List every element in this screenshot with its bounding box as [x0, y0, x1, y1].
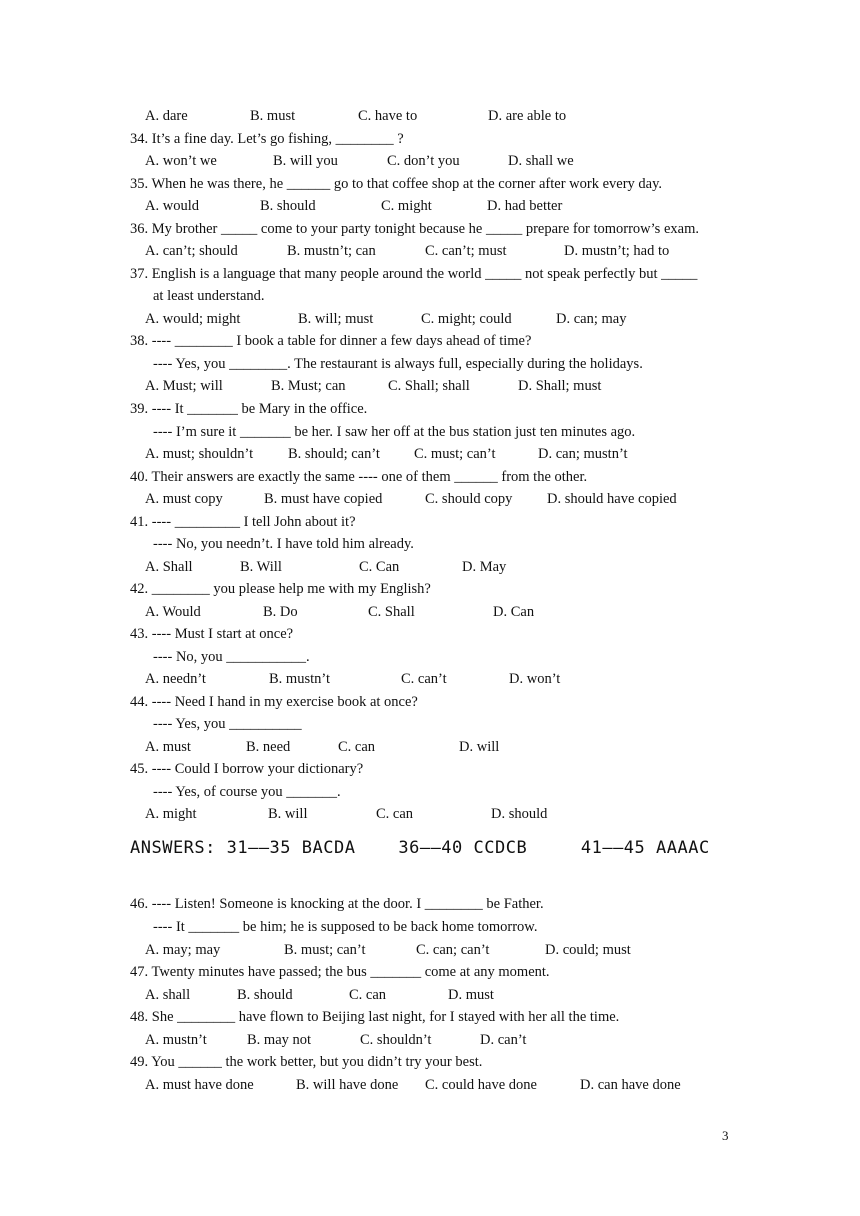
- options-line: [0, 308, 860, 330]
- option-text: A. must have done: [145, 1077, 254, 1093]
- option-text: D. should: [491, 806, 548, 822]
- line-text: at least understand.: [153, 288, 265, 304]
- option-text: D. can have done: [580, 1077, 681, 1093]
- option-text: D. should have copied: [547, 491, 677, 507]
- question-line: [0, 263, 860, 285]
- option-text: D. could; must: [545, 942, 631, 958]
- option-text: C. can: [349, 987, 387, 1003]
- question-line: [0, 466, 860, 488]
- option-text: C. can: [376, 806, 414, 822]
- line-text: 46. ---- Listen! Someone is knocking at the door. I ________ be Father.: [130, 896, 544, 912]
- option-text: A. shall: [145, 987, 191, 1003]
- option-text: D. mustn’t; had to: [564, 243, 670, 259]
- option-text: B. will you: [273, 153, 338, 169]
- question-line: [0, 691, 860, 713]
- options-line: [0, 375, 860, 397]
- option-text: D. shall we: [508, 153, 574, 169]
- option-text: A. may; may: [145, 942, 221, 958]
- options-line: [0, 1074, 860, 1096]
- option-text: B. Must; can: [271, 378, 346, 394]
- option-text: C. can; can’t: [416, 942, 490, 958]
- line-text: 35. When he was there, he ______ go to that coffee shop at the corner after work every day.: [130, 176, 663, 192]
- option-text: D. had better: [487, 198, 563, 214]
- option-text: C. could have done: [425, 1077, 537, 1093]
- options-line: [0, 601, 860, 623]
- option-text: C. must; can’t: [414, 446, 496, 462]
- option-text: D. can’t: [480, 1032, 527, 1048]
- options-line: [0, 984, 860, 1006]
- option-text: B. must have copied: [264, 491, 383, 507]
- option-text: A. must: [145, 739, 191, 755]
- line-text: 39. ---- It _______ be Mary in the office.: [130, 401, 368, 417]
- option-text: A. mustn’t: [145, 1032, 207, 1048]
- question-line: [0, 218, 860, 240]
- option-text: C. can: [338, 739, 376, 755]
- option-text: A. Would: [145, 604, 201, 620]
- line-text: ---- No, you needn’t. I have told him already.: [153, 536, 414, 552]
- option-text: C. can’t: [401, 671, 447, 687]
- question-line: [0, 781, 860, 803]
- options-line: [0, 939, 860, 961]
- option-text: A. would; might: [145, 311, 241, 327]
- option-text: C. shouldn’t: [360, 1032, 432, 1048]
- option-text: B. mustn’t: [269, 671, 330, 687]
- question-line: [0, 623, 860, 645]
- question-line: [0, 330, 860, 352]
- line-text: 37. English is a language that many people around the world _____ not speak perfectly but _____: [130, 266, 698, 282]
- option-text: D. Can: [493, 604, 535, 620]
- line-text: 34. It’s a fine day. Let’s go fishing, ________ ?: [130, 131, 404, 147]
- options-line: [0, 195, 860, 217]
- option-text: B. will; must: [298, 311, 374, 327]
- question-line: [0, 533, 860, 555]
- line-text: 44. ---- Need I hand in my exercise book at once?: [130, 694, 418, 710]
- question-line: [0, 511, 860, 533]
- question-line: [0, 421, 860, 443]
- option-text: C. Can: [359, 559, 400, 575]
- options-line: [0, 736, 860, 758]
- line-text: 42. ________ you please help me with my English?: [130, 581, 431, 597]
- option-text: A. must; shouldn’t: [145, 446, 254, 462]
- option-text: D. May: [462, 559, 507, 575]
- question-line: [0, 961, 860, 983]
- question-line: [0, 916, 860, 938]
- options-line: [0, 488, 860, 510]
- options-line: [0, 240, 860, 262]
- option-text: B. may not: [247, 1032, 312, 1048]
- line-text: 38. ---- ________ I book a table for dinner a few days ahead of time?: [130, 333, 532, 349]
- options-line: [0, 556, 860, 578]
- option-text: B. need: [246, 739, 291, 755]
- page-number: 3: [722, 1128, 729, 1143]
- line-text: ---- Yes, you __________: [153, 716, 302, 732]
- options-line: [0, 1029, 860, 1051]
- option-text: D. are able to: [488, 108, 567, 124]
- question-line: [0, 758, 860, 780]
- option-text: B. should: [237, 987, 293, 1003]
- line-text: 43. ---- Must I start at once?: [130, 626, 294, 642]
- option-text: A. might: [145, 806, 197, 822]
- option-text: D. won’t: [509, 671, 561, 687]
- options-line: [0, 150, 860, 172]
- line-text: ---- Yes, of course you _______.: [153, 784, 341, 800]
- options-line: [0, 668, 860, 690]
- question-line: [0, 1006, 860, 1028]
- option-text: A. won’t we: [145, 153, 217, 169]
- option-text: B. Do: [263, 604, 298, 620]
- line-text: 48. She ________ have flown to Beijing last night, for I stayed with her all the time.: [130, 1009, 620, 1025]
- line-text: 49. You ______ the work better, but you didn’t try your best.: [130, 1054, 483, 1070]
- question-line: [0, 1051, 860, 1073]
- option-text: C. don’t you: [387, 153, 460, 169]
- question-line: [0, 398, 860, 420]
- option-text: A. Must; will: [145, 378, 223, 394]
- line-text: 45. ---- Could I borrow your dictionary?: [130, 761, 364, 777]
- option-text: A. needn’t: [145, 671, 206, 687]
- question-line: [0, 285, 860, 307]
- option-text: B. must; can’t: [284, 942, 366, 958]
- option-text: B. must: [250, 108, 296, 124]
- option-text: B. will: [268, 806, 308, 822]
- option-text: C. Shall; shall: [388, 378, 470, 394]
- option-text: D. can; may: [556, 311, 627, 327]
- answer-key: ANSWERS: 31——35 BACDA 36——40 CCDCB 41——45 AAAAC: [130, 838, 710, 858]
- option-text: A. Shall: [145, 559, 193, 575]
- option-text: C. can’t; must: [425, 243, 507, 259]
- option-text: C. Shall: [368, 604, 415, 620]
- option-text: D. can; mustn’t: [538, 446, 628, 462]
- option-text: D. will: [459, 739, 500, 755]
- option-text: B. Will: [240, 559, 282, 575]
- line-text: ---- No, you ___________.: [153, 649, 310, 665]
- line-text: 41. ---- _________ I tell John about it?: [130, 514, 356, 530]
- option-text: C. have to: [358, 108, 418, 124]
- option-text: B. will have done: [296, 1077, 399, 1093]
- question-line: [0, 173, 860, 195]
- question-line: [0, 893, 860, 915]
- options-line: [0, 443, 860, 465]
- option-text: C. might: [381, 198, 432, 214]
- option-text: D. Shall; must: [518, 378, 602, 394]
- options-line: [0, 105, 860, 127]
- option-text: D. must: [448, 987, 494, 1003]
- option-text: A. can’t; should: [145, 243, 238, 259]
- question-line: [0, 353, 860, 375]
- option-text: A. dare: [145, 108, 188, 124]
- line-text: ---- Yes, you ________. The restaurant is always full, especially during the holidays.: [153, 356, 643, 372]
- question-line: [0, 646, 860, 668]
- option-text: B. mustn’t; can: [287, 243, 376, 259]
- line-text: 47. Twenty minutes have passed; the bus _______ come at any moment.: [130, 964, 550, 980]
- option-text: C. might; could: [421, 311, 512, 327]
- line-text: ---- It _______ be him; he is supposed to be back home tomorrow.: [153, 919, 538, 935]
- line-text: 36. My brother _____ come to your party tonight because he _____ prepare for tomorrow’s exam.: [130, 221, 699, 237]
- options-line: [0, 803, 860, 825]
- option-text: A. must copy: [145, 491, 223, 507]
- option-text: B. should: [260, 198, 316, 214]
- question-line: [0, 578, 860, 600]
- question-line: [0, 713, 860, 735]
- question-line: [0, 128, 860, 150]
- line-text: ---- I’m sure it _______ be her. I saw her off at the bus station just ten minutes ago.: [153, 424, 636, 440]
- option-text: C. should copy: [425, 491, 513, 507]
- option-text: B. should; can’t: [288, 446, 380, 462]
- option-text: A. would: [145, 198, 199, 214]
- line-text: 40. Their answers are exactly the same ---- one of them ______ from the other.: [130, 469, 588, 485]
